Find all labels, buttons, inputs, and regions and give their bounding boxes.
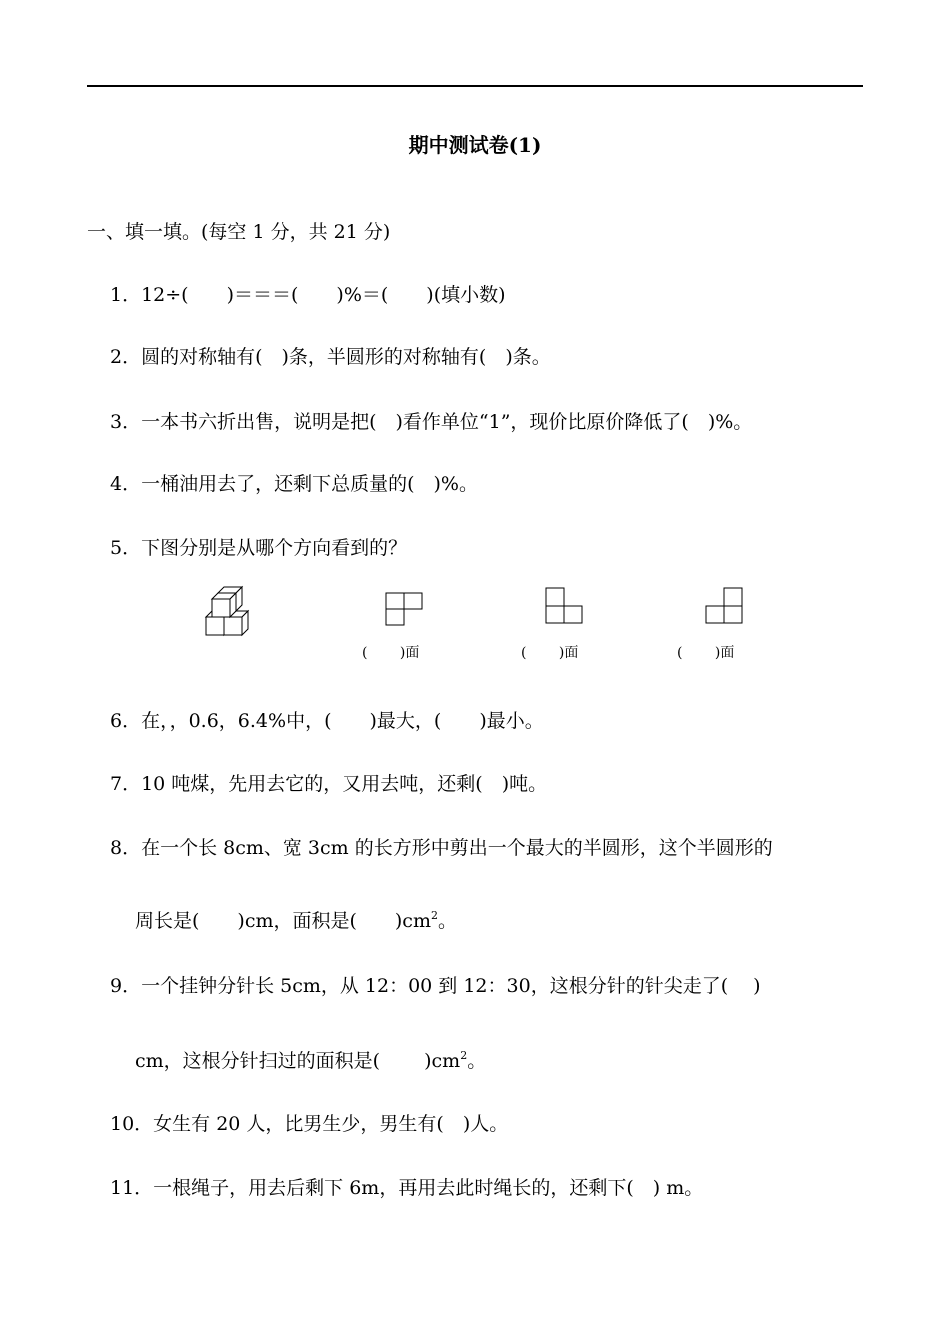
question-9-line-1: 9．一个挂钟分针长 5cm，从 12：00 到 12：30，这根分针的针尖走了( )	[110, 975, 761, 997]
question-6: 6．在，，0.6，6.4%中，( )最大，( )最小。	[110, 710, 544, 732]
squared-superscript: 2	[460, 1049, 468, 1062]
view-figure-2	[543, 585, 587, 627]
question-7: 7．10 吨煤，先用去它的，又用去吨，还剩( )吨。	[110, 773, 548, 795]
squared-superscript: 2	[430, 909, 438, 922]
cube-stack-figure	[200, 583, 260, 638]
question-9-text: cm，这根分针扫过的面积是( )cm	[135, 1050, 461, 1072]
question-8-end: 。	[437, 910, 457, 932]
question-8-line-1: 8．在一个长 8cm、宽 3cm 的长方形中剪出一个最大的半圆形，这个半圆形的	[110, 837, 773, 859]
question-9-line-2	[135, 1049, 486, 1073]
view-caption-3: ( )面	[677, 645, 735, 661]
question-10: 10．女生有 20 人，比男生少，男生有( )人。	[110, 1113, 509, 1135]
top-rule	[87, 85, 863, 87]
question-5: 5．下图分别是从哪个方向看到的？	[110, 537, 408, 559]
view-caption-1: ( )面	[362, 645, 420, 661]
question-11: 11．一根绳子，用去后剩下 6m，再用去此时绳长的，还剩下( ) m。	[110, 1177, 704, 1199]
view-figure-3	[703, 585, 747, 627]
question-8-line-2	[135, 909, 457, 933]
section-1-heading: 一、填一填。(每空 1 分，共 21 分)	[87, 221, 391, 243]
view-caption-2: ( )面	[521, 645, 579, 661]
question-8-text: 周长是( )cm，面积是( )cm	[135, 910, 431, 932]
question-1: 1．12÷( )＝＝＝( )%＝( )(填小数)	[110, 284, 506, 306]
question-9-end: 。	[467, 1050, 487, 1072]
question-2: 2．圆的对称轴有( )条，半圆形的对称轴有( )条。	[110, 346, 551, 368]
view-figure-1	[383, 590, 427, 630]
question-4: 4．一桶油用去了，还剩下总质量的( )%。	[110, 473, 478, 495]
page-title: 期中测试卷(1)	[408, 133, 542, 157]
question-3: 3．一本书六折出售，说明是把( )看作单位“1”，现价比原价降低了( )%。	[110, 411, 753, 433]
